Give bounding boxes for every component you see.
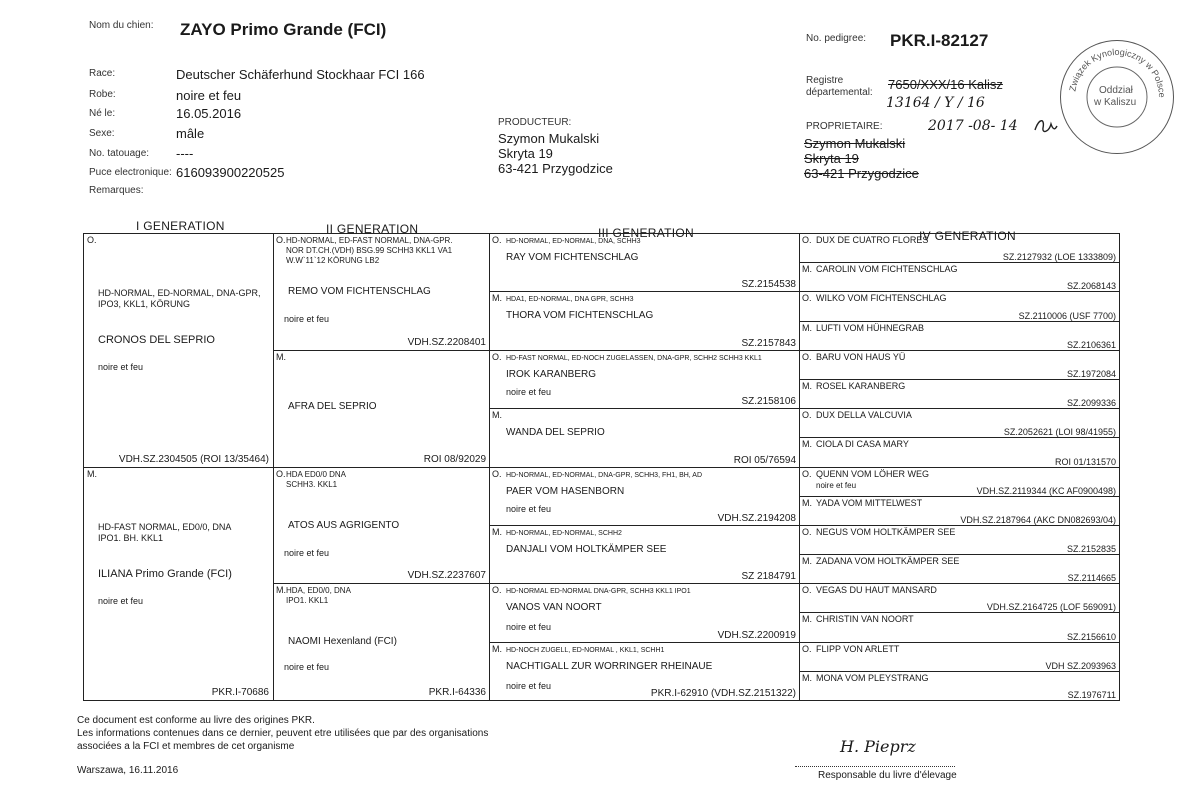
sex-marker: O. [802, 410, 812, 421]
dog-name: AFRA DEL SEPRIO [288, 400, 377, 412]
gen3-cell [490, 584, 800, 642]
stamp-center-text: w Kaliszu [1094, 97, 1137, 108]
registration-number: VDH SZ.2093963 [1045, 660, 1116, 671]
gen3-cell [490, 467, 800, 525]
tattoo-value: ---- [176, 146, 194, 161]
born-value: 16.05.2016 [176, 106, 242, 121]
registration-number: ROI 08/92029 [423, 453, 486, 465]
sex-marker: M. [802, 556, 812, 567]
dog-name: IROK KARANBERG [506, 368, 597, 380]
gen4-cell [800, 438, 1120, 467]
dog-name: ZADANA VOM HOLTKÄMPER SEE [816, 556, 960, 567]
dog-name: RAY VOM FICHTENSCHLAG [506, 252, 639, 263]
dog-name: ZAYO Primo Grande (FCI) [180, 20, 387, 39]
registration-number: SZ.1976711 [1067, 690, 1116, 700]
sex-marker: O. [492, 585, 502, 596]
generation-header: III GENERATION [598, 226, 694, 240]
sex-marker: M. [802, 614, 812, 625]
gen3-cell [490, 525, 800, 583]
coat-color: noire et feu [506, 680, 552, 691]
sex-marker: M. [276, 585, 286, 596]
signature-line [795, 766, 955, 767]
sex-marker: M. [802, 322, 812, 333]
dog-name-label: Nom du chien: [89, 20, 154, 31]
coat-color: noire et feu [284, 547, 330, 558]
gen4-cell [800, 409, 1120, 438]
svg-text:Związek Kynologiczny w Polsce: Związek Kynologiczny w Polsce [1067, 46, 1168, 98]
gen1-cell [84, 234, 274, 468]
registration-number: PKR.I-62910 (VDH.SZ.2151322) [650, 688, 796, 699]
robe-value: noire et feu [176, 88, 242, 103]
pedigree-table [83, 233, 1120, 701]
gen2-cell [274, 234, 490, 351]
signature: H. Pieprz [840, 737, 916, 756]
sex-marker: M. [802, 264, 812, 275]
sex-label: Sexe: [89, 128, 115, 139]
registration-number: SZ.1972084 [1066, 368, 1116, 379]
generation-header: I GENERATION [136, 219, 225, 233]
registration-number: SZ.2156610 [1066, 631, 1116, 642]
dog-name: YADA VOM MITTELWEST [816, 497, 923, 508]
registration-number: SZ.2110006 (USF 7700) [1018, 310, 1116, 321]
remarks-label: Remarques: [89, 185, 144, 196]
coat-color: noire et feu [98, 362, 144, 372]
owner-line: Skryta 19 [804, 151, 859, 166]
chip-value: 616093900220525 [176, 165, 285, 180]
health-line: HD-NORMAL ED-NORMAL DNA-GPR, SCHH3 KKL1 IPO1 [506, 588, 691, 596]
sex-marker: O. [276, 468, 286, 479]
sex-marker: M. [802, 497, 812, 508]
owner-initials-mark [1033, 116, 1059, 141]
dog-name: DUX DELLA VALCUVIA [816, 410, 912, 421]
registry-handwritten: 13164 / Y / 16 [886, 95, 985, 111]
sex-marker: M. [492, 293, 502, 304]
pedigree-label: No. pedigree: [806, 33, 867, 44]
registration-number: VDH.SZ.2208401 [407, 336, 486, 348]
registration-number: PKR.I-70686 [211, 687, 269, 698]
sex-marker: M. [276, 351, 286, 362]
dog-name: VANOS VAN NOORT [506, 602, 602, 614]
registration-number: VDH.SZ.2164725 (LOF 569091) [986, 602, 1116, 613]
owner-line: 63-421 Przygodzice [804, 166, 919, 181]
dog-name: BARU VON HAUS YÜ [816, 351, 906, 362]
registry-struck: 7650/XXX/16 Kalisz [888, 77, 1003, 92]
gen4-cell [800, 555, 1120, 584]
footer-line: associées a la FCI et membres de cet organisme [77, 741, 295, 752]
dog-name: REMO VOM FICHTENSCHLAG [288, 286, 431, 297]
dog-name: ILIANA Primo Grande (FCI) [98, 567, 232, 580]
health-line: HD-NORMAL, ED-NORMAL, SCHH2 [506, 529, 622, 537]
dog-name: CHRISTIN VAN NOORT [816, 614, 914, 625]
health-line: IPO3, KKL1, KÖRUNG [98, 299, 191, 309]
registration-number: SZ.2127932 (LOE 1333809) [1002, 252, 1116, 263]
coat-color: noire et feu [506, 622, 552, 633]
health-line: W.W`11`12 KÖRUNG LB2 [286, 256, 380, 265]
sex-marker: M. [802, 439, 812, 450]
owner-date: 2017 -08- 14 [928, 118, 1018, 134]
gen4-cell [800, 525, 1120, 554]
dog-name: FLIPP VON ARLETT [816, 643, 900, 654]
gen2-cell [274, 350, 490, 467]
stamp-center-text: Oddział [1099, 85, 1133, 96]
dog-name: DUX DE CUATRO FLORES [816, 235, 929, 245]
dog-name: DANJALI VOM HOLTKÄMPER SEE [506, 543, 667, 555]
sex-marker: O. [492, 351, 502, 362]
sex-marker: O. [802, 235, 812, 245]
health-line: HD-FAST NORMAL, ED0/0, DNA [98, 521, 232, 532]
gen3-cell [490, 409, 800, 467]
sex-marker: O. [87, 235, 97, 245]
registration-number: SZ.2068143 [1066, 281, 1116, 292]
gen4-cell [800, 467, 1120, 496]
chip-label: Puce electronique: [89, 167, 172, 178]
registration-number: SZ.2154538 [741, 279, 796, 291]
dog-name: THORA VOM FICHTENSCHLAG [506, 310, 654, 322]
health-line: HDA, ED0/0, DNA [286, 586, 351, 596]
health-line: HD-NORMAL, ED-FAST NORMAL, DNA-GPR. [286, 236, 453, 245]
registration-number: SZ.2114665 [1067, 573, 1116, 584]
health-line: NOR DT.CH.(VDH) BSG.99 SCHH3 KKL1 VA1 [286, 246, 453, 255]
coat-color: noire et feu [98, 595, 144, 606]
footer-line: Ce document est conforme au livre des origines PKR. [77, 715, 315, 726]
sex-marker: O. [802, 468, 812, 479]
sex-marker: M. [87, 468, 97, 479]
race-label: Race: [89, 68, 116, 79]
registration-number: SZ.2106361 [1066, 339, 1116, 350]
coat-color: noire et feu [284, 314, 330, 324]
sex-marker: O. [492, 235, 502, 245]
sex-marker: M. [492, 643, 502, 654]
pedigree-number: PKR.I-82127 [890, 31, 989, 50]
registration-number: ROI 05/76594 [733, 454, 796, 466]
health-line: HD-NORMAL, ED-NORMAL, DNA-GPR, SCHH3, FH1, BH, AD [506, 471, 703, 479]
dog-name: MONA VOM PLEYSTRANG [816, 672, 929, 683]
dog-name: CRONOS DEL SEPRIO [98, 334, 215, 346]
health-line: HDA1, ED-NORMAL, DNA GPR, SCHH3 [506, 296, 634, 304]
health-line: SCHH3. KKL1 [286, 479, 338, 489]
health-line: IPO1. KKL1 [286, 596, 329, 606]
generation-header: IV GENERATION [919, 229, 1017, 243]
dog-name: LUFTI VOM HÜHNEGRAB [816, 322, 925, 333]
coat-color: noire et feu [284, 662, 330, 673]
producer-label: PRODUCTEUR: [498, 117, 572, 128]
registry-label: départemental: [806, 87, 873, 98]
registration-number: VDH.SZ.2237607 [407, 570, 486, 582]
health-line: HD-FAST NORMAL, ED-NOCH ZUGELASSEN, DNA-GPR, SCHH2 SCHH3 KKL1 [506, 354, 762, 362]
dog-name: NAOMI Hexenland (FCI) [288, 636, 397, 648]
sex-value: mâle [176, 126, 205, 141]
owner-label: PROPRIETAIRE: [806, 121, 883, 132]
health-line: HDA ED0/0 DNA [286, 469, 347, 479]
gen4-cell [800, 379, 1120, 408]
tattoo-label: No. tatouage: [89, 148, 150, 159]
signature-label: Responsable du livre d'élevage [818, 770, 957, 781]
health-line: HD-NOCH ZUGELL, ED-NORMAL , KKL1, SCHH1 [506, 646, 665, 654]
health-line: IPO1. BH. KKL1 [98, 532, 164, 543]
registration-number: VDH.SZ.2187964 (AKC DN082693/04) [960, 514, 1116, 525]
gen3-cell [490, 234, 800, 292]
gen4-cell [800, 321, 1120, 350]
registration-number: SZ.2052621 (LOI 98/41955) [1003, 427, 1116, 438]
registration-number: ROI 01/131570 [1054, 456, 1116, 467]
gen4-cell [800, 234, 1120, 263]
owner-line: Szymon Mukalski [804, 136, 906, 151]
registration-number: PKR.I-64336 [428, 687, 486, 698]
registration-number: VDH.SZ.2304505 (ROI 13/35464) [118, 453, 269, 465]
gen3-cell [490, 642, 800, 700]
gen1-cell [84, 467, 274, 701]
sex-marker: O. [492, 468, 502, 479]
dog-name: PAER VOM HASENBORN [506, 485, 625, 497]
official-stamp [1060, 40, 1174, 154]
sex-marker: M. [802, 380, 812, 391]
gen2-cell [274, 467, 490, 584]
sex-marker: M. [492, 526, 502, 537]
gen2-cell [274, 584, 490, 701]
producer-line: 63-421 Przygodzice [498, 161, 613, 176]
sex-marker: O. [802, 526, 812, 537]
dog-name: CAROLIN VOM FICHTENSCHLAG [816, 264, 958, 275]
dog-name: NEGUS VOM HOLTKÄMPER SEE [816, 526, 956, 537]
gen4-cell [800, 671, 1120, 700]
registration-number: VDH.SZ.2194208 [717, 512, 796, 524]
sex-marker: O. [802, 643, 812, 654]
dog-name: NACHTIGALL ZUR WORRINGER RHEINAUE [506, 660, 713, 672]
dog-name: VEGAS DU HAUT MANSARD [816, 585, 937, 596]
sex-marker: M. [802, 672, 812, 683]
dog-name: WILKO VOM FICHTENSCHLAG [816, 293, 947, 304]
producer-line: Skryta 19 [498, 146, 553, 161]
born-label: Né le: [89, 108, 116, 119]
registration-number: VDH.SZ.2119344 (KC AF0900498) [976, 485, 1116, 496]
coat-color: noire et feu [816, 480, 857, 490]
gen4-cell [800, 263, 1120, 292]
gen4-cell [800, 584, 1120, 613]
health-line: HD-NORMAL, ED-NORMAL, DNA, SCHH3 [506, 238, 641, 245]
robe-label: Robe: [89, 89, 116, 100]
race-value: Deutscher Schäferhund Stockhaar FCI 166 [176, 67, 425, 82]
generation-header: II GENERATION [326, 222, 419, 236]
coat-color: noire et feu [506, 386, 552, 397]
coat-color: noire et feu [506, 503, 552, 514]
registry-label: Registre [806, 75, 844, 86]
sex-marker: M. [492, 410, 502, 421]
dog-name: QUENN VOM LÖHER WEG [816, 468, 930, 479]
sex-marker: O. [802, 293, 812, 304]
dog-name: CIOLA DI CASA MARY [816, 439, 909, 450]
producer-line: Szymon Mukalski [498, 131, 600, 146]
registration-number: SZ.2152835 [1066, 544, 1116, 555]
registration-number: SZ.2158106 [741, 396, 796, 408]
gen4-cell [800, 496, 1120, 525]
footer-line: Les informations contenues dans ce dernier, peuvent etre utilisées que par des organisations [77, 728, 489, 739]
gen4-cell [800, 613, 1120, 642]
gen4-cell [800, 642, 1120, 671]
dog-name: WANDA DEL SEPRIO [506, 427, 605, 439]
registration-number: SZ.2099336 [1066, 398, 1116, 409]
gen3-cell [490, 350, 800, 408]
gen4-cell [800, 292, 1120, 321]
gen4-cell [800, 350, 1120, 379]
place-date: Warszawa, 16.11.2016 [77, 765, 179, 776]
sex-marker: O. [276, 235, 286, 245]
sex-marker: O. [802, 585, 812, 596]
dog-name: ROSEL KARANBERG [816, 380, 906, 391]
dog-name: ATOS AUS AGRIGENTO [288, 519, 400, 531]
registration-number: SZ.2157843 [741, 337, 796, 349]
registration-number: SZ 2184791 [741, 571, 796, 583]
registration-number: VDH.SZ.2200919 [717, 629, 796, 641]
gen3-cell [490, 292, 800, 350]
health-line: HD-NORMAL, ED-NORMAL, DNA-GPR, [98, 288, 261, 298]
sex-marker: O. [802, 351, 812, 362]
